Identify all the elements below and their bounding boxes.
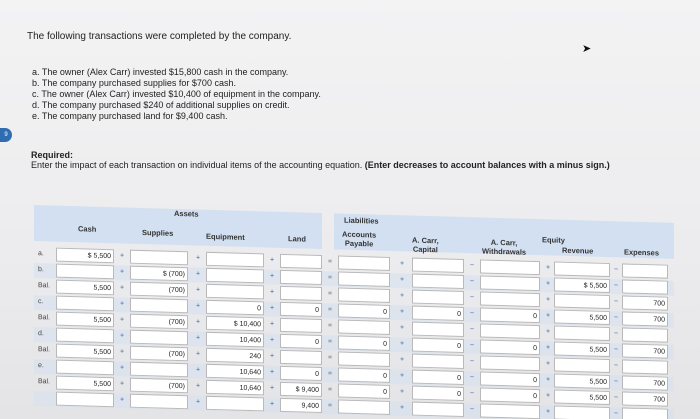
- equals-sign: =: [327, 306, 333, 314]
- plus-sign: +: [269, 288, 275, 296]
- plus-sign: +: [195, 334, 201, 342]
- capital-input[interactable]: 0: [412, 386, 464, 401]
- minus-sign: −: [613, 282, 619, 290]
- equals-sign: =: [327, 402, 333, 410]
- liabilities-header: Liabilities: [344, 215, 379, 226]
- revenue-input[interactable]: $ 5,500: [554, 278, 610, 294]
- minus-sign: −: [469, 406, 475, 414]
- equipment-input[interactable]: 10,640: [206, 364, 264, 380]
- cash-input[interactable]: [56, 360, 114, 376]
- withdrawals-input[interactable]: [480, 355, 540, 371]
- plus-sign: +: [399, 260, 405, 268]
- minus-sign: −: [613, 314, 619, 322]
- supplies-input[interactable]: (700): [130, 314, 188, 330]
- supplies-input[interactable]: (700): [130, 282, 188, 298]
- capital-input[interactable]: [412, 274, 464, 289]
- plus-sign: +: [269, 272, 275, 280]
- plus-sign: +: [119, 380, 125, 388]
- withdrawals-input[interactable]: [480, 291, 540, 307]
- mouse-pointer-icon: ➤: [582, 43, 592, 55]
- withdrawals-header: A. Carr, Withdrawals: [482, 237, 527, 257]
- equipment-header: Equipment: [206, 231, 245, 242]
- minus-sign: −: [469, 278, 475, 286]
- cash-input[interactable]: [56, 392, 114, 408]
- revenue-input[interactable]: [554, 406, 610, 419]
- expenses-header: Expenses: [624, 247, 660, 258]
- supplies-input[interactable]: (700): [130, 378, 188, 394]
- required-instructions: [31, 160, 681, 170]
- row-label: Bal.: [38, 314, 51, 322]
- plus-sign: +: [195, 270, 201, 278]
- plus-sign: +: [545, 264, 551, 272]
- supplies-input[interactable]: [130, 362, 188, 378]
- withdrawals-input[interactable]: 0: [480, 387, 540, 403]
- plus-sign: +: [545, 312, 551, 320]
- land-input[interactable]: 0: [280, 302, 322, 317]
- supplies-input[interactable]: $ (700): [130, 266, 188, 282]
- row-label: Bal.: [38, 346, 51, 354]
- transactions-list: [32, 67, 321, 122]
- equipment-input[interactable]: $ 10,400: [206, 316, 264, 332]
- plus-sign: +: [119, 332, 125, 340]
- cash-input[interactable]: 5,500: [56, 312, 114, 328]
- plus-sign: +: [269, 304, 275, 312]
- plus-sign: +: [195, 398, 201, 406]
- minus-sign: −: [469, 390, 475, 398]
- plus-sign: +: [119, 252, 125, 260]
- plus-sign: +: [119, 348, 125, 356]
- minus-sign: −: [469, 294, 475, 302]
- row-label: b.: [38, 266, 44, 274]
- plus-sign: +: [195, 286, 201, 294]
- ap-input[interactable]: 0: [338, 303, 390, 318]
- plus-sign: +: [399, 324, 405, 332]
- row-label: d.: [38, 330, 44, 338]
- cash-input[interactable]: [56, 328, 114, 344]
- land-input[interactable]: [280, 270, 322, 285]
- plus-sign: +: [195, 302, 201, 310]
- supplies-input[interactable]: [130, 330, 188, 346]
- plus-sign: +: [269, 336, 275, 344]
- equals-sign: =: [327, 354, 333, 362]
- plus-sign: +: [119, 284, 125, 292]
- expenses-input[interactable]: [622, 327, 668, 342]
- plus-sign: +: [399, 356, 405, 364]
- plus-sign: +: [269, 352, 275, 360]
- withdrawals-input[interactable]: [480, 275, 540, 291]
- minus-sign: −: [613, 330, 619, 338]
- plus-sign: +: [119, 364, 125, 372]
- expenses-input[interactable]: [622, 359, 668, 374]
- capital-input[interactable]: [412, 354, 464, 369]
- ap-input[interactable]: [338, 399, 390, 414]
- revenue-input[interactable]: [554, 326, 610, 342]
- revenue-input[interactable]: 5,500: [554, 342, 610, 358]
- required-label: Required:: [31, 150, 74, 160]
- ap-input[interactable]: [338, 319, 390, 334]
- minus-sign: −: [613, 378, 619, 386]
- transaction-b: b. The company purchased supplies for $700 cash.: [32, 78, 236, 88]
- plus-sign: +: [399, 404, 405, 412]
- land-input[interactable]: 0: [280, 366, 322, 381]
- equipment-input[interactable]: 10,640: [206, 380, 264, 396]
- ap-input[interactable]: [338, 271, 390, 286]
- plus-sign: +: [545, 296, 551, 304]
- row-label: a.: [38, 250, 44, 258]
- supplies-input[interactable]: [130, 394, 188, 410]
- expenses-input[interactable]: [622, 263, 668, 278]
- plus-sign: +: [269, 320, 275, 328]
- ap-input[interactable]: [338, 351, 390, 366]
- land-input[interactable]: [280, 318, 322, 333]
- equity-header: Equity: [542, 235, 565, 245]
- plus-sign: +: [195, 318, 201, 326]
- plus-sign: +: [119, 316, 125, 324]
- minus-sign: −: [469, 358, 475, 366]
- cash-input[interactable]: [56, 264, 114, 280]
- ap-input[interactable]: [338, 255, 390, 270]
- ap-input[interactable]: 0: [338, 335, 390, 350]
- equipment-input[interactable]: 10,400: [206, 332, 264, 348]
- land-input[interactable]: 9,400: [280, 398, 322, 413]
- minus-sign: −: [613, 362, 619, 370]
- land-header: Land: [288, 234, 306, 244]
- transaction-d: d. The company purchased $240 of additional supplies on credit.: [32, 100, 290, 110]
- capital-input[interactable]: [412, 258, 464, 273]
- transaction-e: e. The company purchased land for $9,400 cash.: [32, 111, 228, 121]
- equals-sign: =: [327, 338, 333, 346]
- minus-sign: −: [613, 266, 619, 274]
- minus-sign: −: [469, 326, 475, 334]
- expenses-input[interactable]: [622, 279, 668, 294]
- cash-input[interactable]: [56, 296, 114, 312]
- row-label: Bal.: [38, 282, 51, 290]
- minus-sign: −: [613, 410, 619, 418]
- revenue-input[interactable]: 5,500: [554, 374, 610, 390]
- equals-sign: =: [327, 290, 333, 298]
- land-input[interactable]: $ 9,400: [280, 382, 322, 397]
- minus-sign: −: [469, 310, 475, 318]
- cash-input[interactable]: 5,500: [56, 344, 114, 360]
- cash-input[interactable]: 5,500: [56, 376, 114, 392]
- supplies-input[interactable]: [130, 298, 188, 314]
- plus-sign: +: [269, 400, 275, 408]
- withdrawals-input[interactable]: [480, 403, 540, 419]
- cash-input[interactable]: $ 5,500: [56, 248, 114, 264]
- row-label: c.: [38, 298, 44, 306]
- capital-input[interactable]: 0: [412, 338, 464, 353]
- revenue-input[interactable]: 5,500: [554, 310, 610, 326]
- accounts-payable-header: Accounts Payable: [342, 229, 377, 249]
- cash-header: Cash: [78, 224, 97, 234]
- capital-input[interactable]: 0: [412, 306, 464, 321]
- capital-input[interactable]: [412, 322, 464, 337]
- expenses-input[interactable]: 700: [622, 343, 668, 358]
- minus-sign: −: [469, 374, 475, 382]
- withdrawals-input[interactable]: 0: [480, 339, 540, 355]
- equals-sign: =: [327, 370, 333, 378]
- equipment-input[interactable]: [206, 396, 264, 412]
- supplies-input[interactable]: (700): [130, 346, 188, 362]
- transaction-a: a. The owner (Alex Carr) invested $15,800 cash in the company.: [32, 67, 289, 77]
- revenue-header: Revenue: [562, 245, 594, 256]
- accounting-equation-table: [34, 203, 674, 419]
- equals-sign: =: [327, 322, 333, 330]
- revenue-input[interactable]: [554, 294, 610, 310]
- plus-sign: +: [119, 396, 125, 404]
- plus-sign: +: [399, 308, 405, 316]
- plus-sign: +: [545, 392, 551, 400]
- equipment-input[interactable]: 0: [206, 300, 264, 316]
- equals-sign: =: [327, 274, 333, 282]
- ap-input[interactable]: 0: [338, 383, 390, 398]
- ap-input[interactable]: [338, 287, 390, 302]
- plus-sign: +: [195, 382, 201, 390]
- supplies-header: Supplies: [142, 228, 174, 238]
- equipment-input[interactable]: [206, 268, 264, 284]
- minus-sign: −: [613, 394, 619, 402]
- expenses-input[interactable]: 700: [622, 375, 668, 390]
- land-input[interactable]: 0: [280, 334, 322, 349]
- equipment-input[interactable]: [206, 284, 264, 300]
- ap-input[interactable]: 0: [338, 367, 390, 382]
- withdrawals-input[interactable]: 0: [480, 307, 540, 323]
- expenses-input[interactable]: 700: [622, 391, 668, 406]
- land-input[interactable]: [280, 350, 322, 365]
- capital-input[interactable]: [412, 402, 464, 417]
- assets-header: Assets: [174, 208, 199, 219]
- withdrawals-input[interactable]: [480, 259, 540, 275]
- expenses-input[interactable]: 700: [622, 295, 668, 310]
- plus-sign: +: [195, 366, 201, 374]
- plus-sign: +: [545, 328, 551, 336]
- plus-sign: +: [269, 384, 275, 392]
- plus-sign: +: [399, 388, 405, 396]
- plus-sign: +: [399, 292, 405, 300]
- required-bold-text: (Enter decreases to account balances with a minus sign.): [364, 160, 610, 170]
- transaction-c: c. The owner (Alex Carr) invested $10,400 of equipment in the company.: [32, 89, 321, 99]
- expenses-input[interactable]: [622, 407, 668, 419]
- question-number-badge: 9: [0, 128, 12, 142]
- plus-sign: +: [119, 268, 125, 276]
- plus-sign: +: [269, 368, 275, 376]
- land-input[interactable]: [280, 254, 322, 269]
- withdrawals-input[interactable]: [480, 323, 540, 339]
- supplies-input[interactable]: [130, 250, 188, 266]
- capital-header: A. Carr, Capital: [412, 235, 439, 255]
- plus-sign: +: [545, 408, 551, 416]
- plus-sign: +: [119, 300, 125, 308]
- revenue-input[interactable]: [554, 262, 610, 278]
- minus-sign: −: [613, 346, 619, 354]
- equals-sign: =: [327, 386, 333, 394]
- plus-sign: +: [399, 340, 405, 348]
- plus-sign: +: [195, 254, 201, 262]
- plus-sign: +: [195, 350, 201, 358]
- cash-input[interactable]: 5,500: [56, 280, 114, 296]
- withdrawals-input[interactable]: 0: [480, 371, 540, 387]
- minus-sign: −: [469, 262, 475, 270]
- plus-sign: +: [269, 256, 275, 264]
- plus-sign: +: [545, 360, 551, 368]
- minus-sign: −: [469, 342, 475, 350]
- row-label: e.: [38, 362, 44, 370]
- plus-sign: +: [545, 280, 551, 288]
- plus-sign: +: [399, 276, 405, 284]
- minus-sign: −: [613, 298, 619, 306]
- intro-text: The following transactions were completed by the company.: [27, 31, 292, 42]
- plus-sign: +: [545, 344, 551, 352]
- equipment-input[interactable]: 240: [206, 348, 264, 364]
- revenue-input[interactable]: [554, 358, 610, 374]
- expenses-input[interactable]: 700: [622, 311, 668, 326]
- equipment-input[interactable]: [206, 252, 264, 268]
- plus-sign: +: [545, 376, 551, 384]
- capital-input[interactable]: [412, 290, 464, 305]
- required-text: Enter the impact of each transaction on individual items of the accounting equation.: [31, 160, 363, 170]
- row-label: Bal.: [38, 378, 51, 386]
- capital-input[interactable]: 0: [412, 370, 464, 385]
- plus-sign: +: [399, 372, 405, 380]
- land-input[interactable]: [280, 286, 322, 301]
- equals-sign: =: [327, 258, 333, 266]
- revenue-input[interactable]: 5,500: [554, 390, 610, 406]
